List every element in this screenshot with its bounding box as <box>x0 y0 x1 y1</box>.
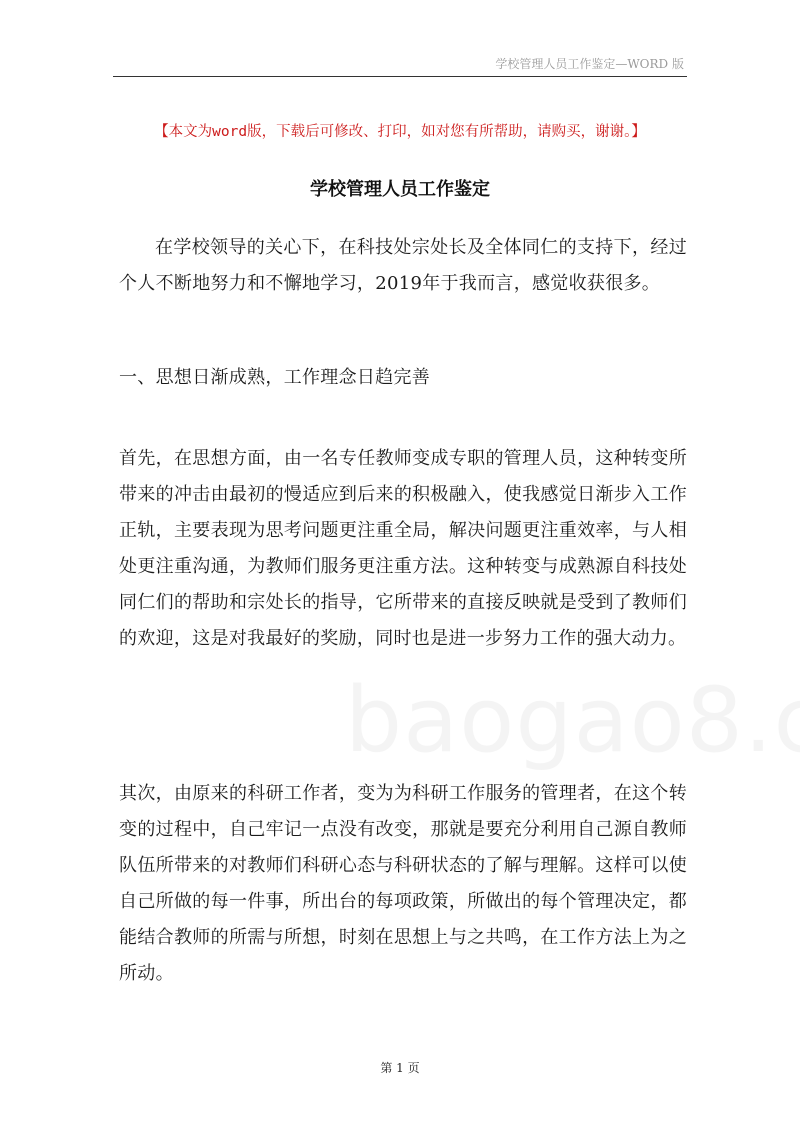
page-number: 第 1 页 <box>380 1061 420 1075</box>
document-title: 学校管理人员工作鉴定 <box>310 179 490 200</box>
body-paragraph-second: 其次，由原来的科研工作者，变为为科研工作服务的管理者，在这个转变的过程中，自己牢记一点没有改变，那就是要充分利用自己源自教师队伍所带来的对教师们科研心态与科研状态的了解与理解。这样可以使自己所做的每一件事，所出台的每项政策，所做出的每个管理决定，都能结合教师的所需与所想，时刻在思想上与之共鸣，在工作方法上为之所动。 <box>119 783 687 984</box>
watermark <box>345 668 800 773</box>
intro-paragraph: 在学校领导的关心下，在科技处宗处长及全体同仁的支持下，经过个人不断地努力和不懈地学习，2019年于我而言，感觉收获很多。 <box>119 237 687 294</box>
section-heading: 一、思想日渐成熟，工作理念日趋完善 <box>119 367 431 388</box>
header-divider <box>113 76 687 77</box>
purchase-notice: 【本文为word版，下载后可修改、打印，如对您有所帮助，请购买，谢谢。】 <box>154 124 646 140</box>
running-header: 学校管理人员工作鉴定—WORD 版 <box>495 57 684 71</box>
body-paragraph-first: 首先，在思想方面，由一名专任教师变成专职的管理人员，这种转变所带来的冲击由最初的慢适应到后来的积极融入，使我感觉日渐步入工作正轨，主要表现为思考问题更注重全局，解决问题更注重效率，与人相处更注重沟通，为教师们服务更注重方法。这种转变与成熟源自科技处同仁们的帮助和宗处长的指导，它所带来的直接反映就是受到了教师们的欢迎，这是对我最好的奖励，同时也是进一步努力工作的强大动力。 <box>119 448 687 649</box>
